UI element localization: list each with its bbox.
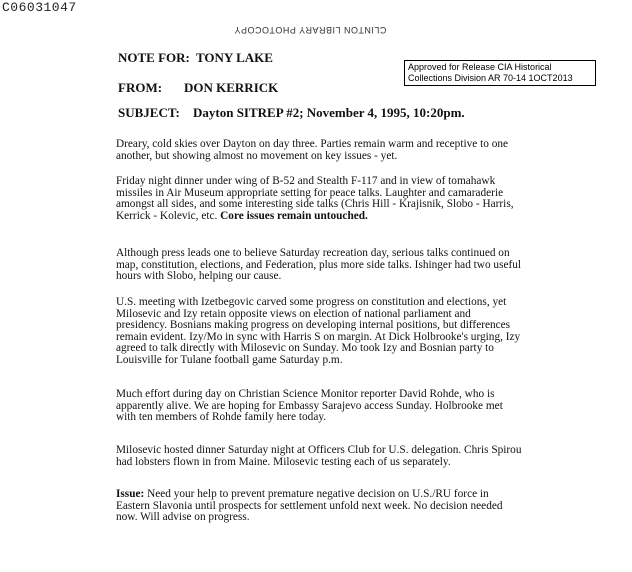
from-value: DON KERRICK (184, 80, 279, 95)
paragraph-saturday-talks (116, 248, 522, 283)
subject-label: SUBJECT: (118, 105, 180, 120)
release-approval-box (404, 60, 596, 86)
document-id: C06031047 (2, 0, 77, 15)
paragraph-bold-tail: Core issues remain untouched. (220, 209, 368, 222)
paragraph-text: Much effort during day on Christian Science Monitor reporter David Rohde, who is apparently alive. We are hoping for Embassy Sarajevo access Sunday. Holbrooke met with ten members of Rohde family here today. (116, 388, 503, 423)
paragraph-rohde (116, 389, 522, 424)
paragraph-text: Although press leads one to believe Saturday recreation day, serious talks continued on map, constitution, elections, and Federation, plus more side talks. Ishinger had two useful hours with Slobo, helping our cause. (116, 247, 522, 282)
paragraph-text: U.S. meeting with Izetbegovic carved some progress on constitution and elections, yet Milosevic and Izy retain opposite views on election of national parliament and presidency. Bosnians making progress on developing internal positions, but differences remain evident. Izy/Mo in sync with Harris S on margin. At Dick Holbrooke's urging, Izy agreed to talk directly with Milosevic on Sunday. Mo took Izy and Bosnian party to Louisville for Tulane football game Saturday p.m. (116, 296, 521, 366)
approval-line-2: Collections Division AR 70-14 1OCT2013 (408, 73, 573, 83)
paragraph-text: Need your help to prevent premature negative decision on U.S./RU force in Eastern Slavonia until prospects for settlement unfold next week. No decision needed now. Will advise on progress. (116, 488, 503, 523)
paragraph-izetbegovic-meeting (116, 297, 522, 366)
from-label: FROM: (118, 80, 163, 95)
paragraph-issue (116, 489, 522, 524)
library-photocopy-stamp: CLINTON LIBRARY PHOTOCOPY (234, 25, 387, 35)
subject-row (118, 105, 465, 121)
approval-line-1: Approved for Release CIA Historical (408, 62, 552, 72)
note-for-row (118, 50, 273, 66)
paragraph-friday-dinner (116, 176, 522, 222)
issue-label: Issue: (116, 488, 145, 500)
paragraph-text: Friday night dinner under wing of B-52 and Stealth F-117 and in view of tomahawk missiles in Air Museum appropriate setting for peace talks. Laughter and camaraderie amongst all sides, and some interesting side talks (Chris Hill - Krajisnik, Slobo - Harris, Kerrick - Kolevic, etc. (116, 175, 514, 222)
from-row (118, 80, 278, 96)
paragraph-text: Milosevic hosted dinner Saturday night at Officers Club for U.S. delegation. Chris Spirou had lobsters flown in from Maine. Milosevic testing each of us separately. (116, 444, 522, 468)
note-for-value: TONY LAKE (196, 50, 273, 65)
subject-value: Dayton SITREP #2; November 4, 1995, 10:20pm. (193, 105, 465, 120)
note-for-label: NOTE FOR: (118, 50, 190, 65)
paragraph-weather (116, 139, 522, 162)
paragraph-milosevic-dinner (116, 445, 522, 468)
paragraph-text: Dreary, cold skies over Dayton on day three. Parties remain warm and receptive to one another, but showing almost no movement on key issues - yet. (116, 138, 509, 162)
